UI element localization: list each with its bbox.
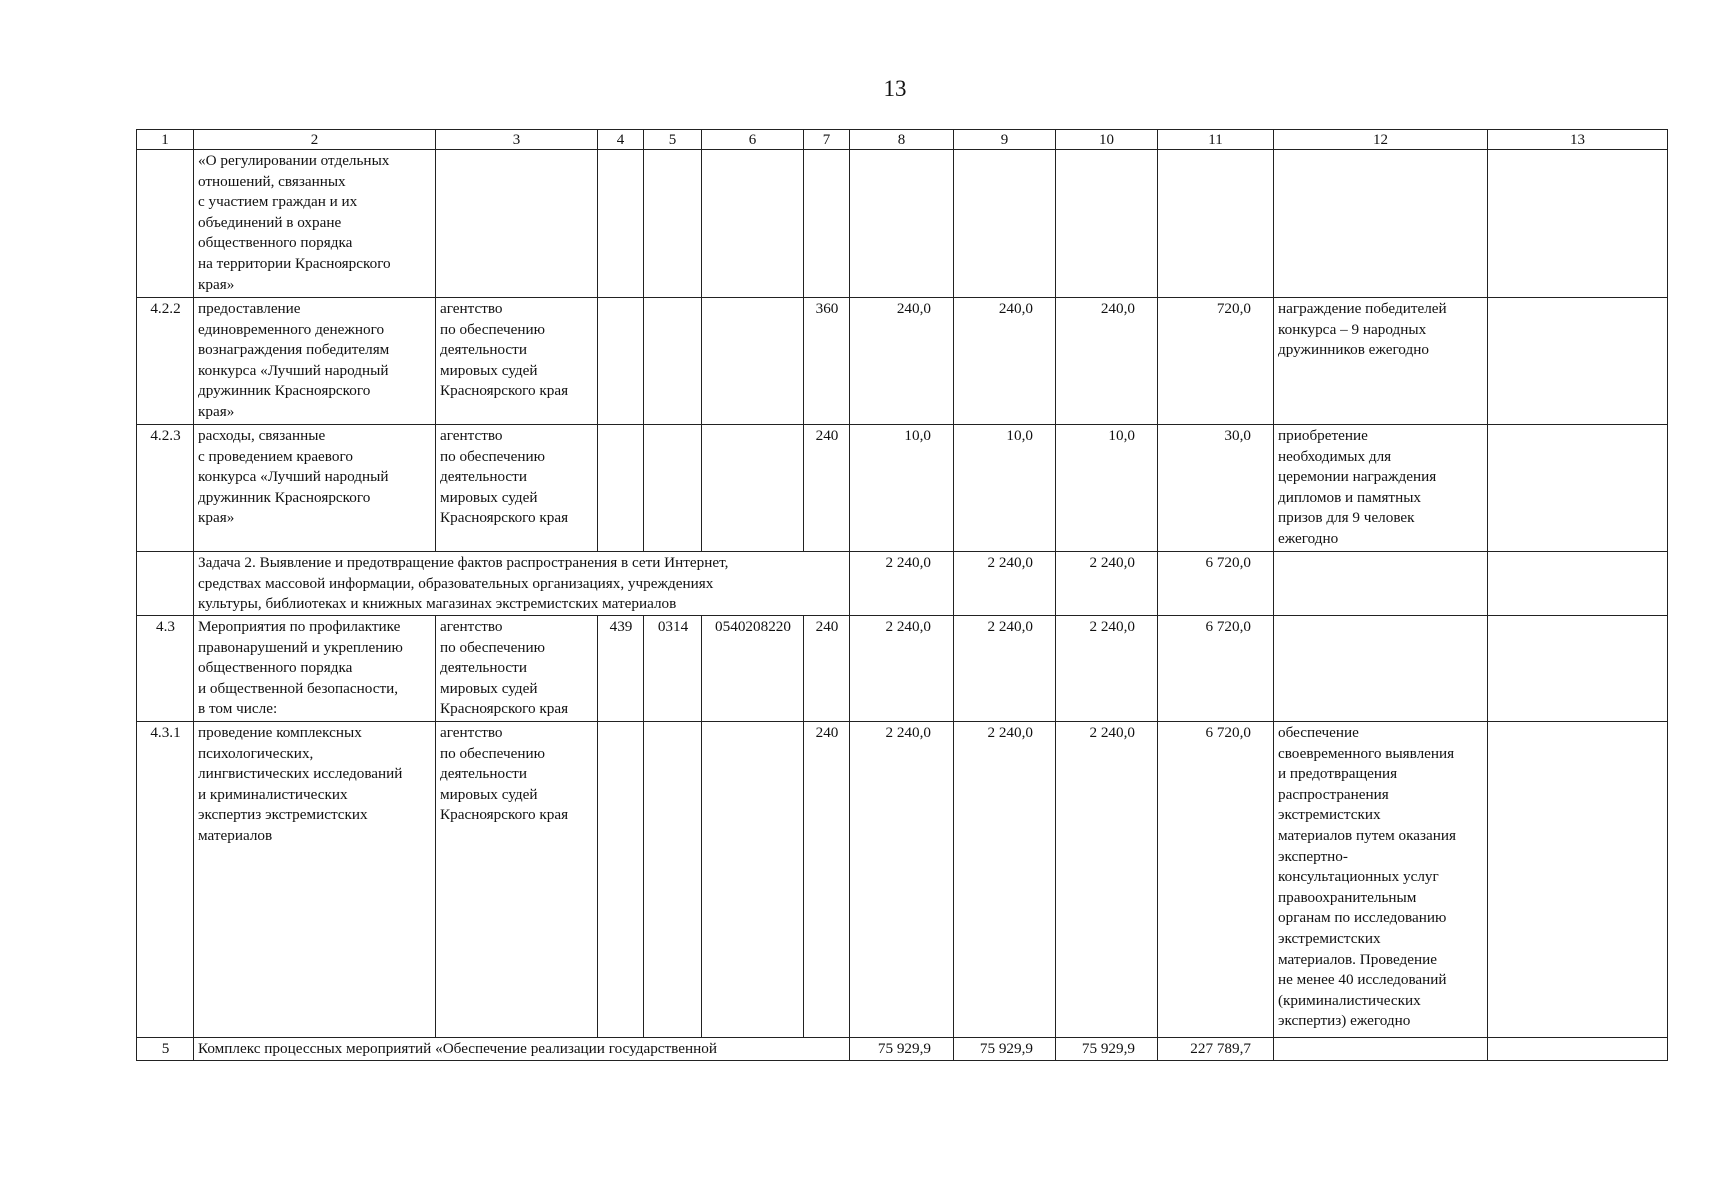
cell-year3: 2 240,0 (1056, 616, 1158, 722)
cell-name: «О регулировании отдельных отношений, связанных с участием граждан и их объединений в охране общественного порядка на территории Красноярского края» (194, 150, 436, 298)
cell-total: 30,0 (1158, 425, 1274, 552)
cell-year3: 2 240,0 (1056, 552, 1158, 616)
cell-section (644, 722, 702, 1038)
program-table (136, 129, 1668, 1061)
cell-number: 4.3.1 (137, 722, 194, 1038)
cell-year1: 10,0 (850, 425, 954, 552)
cell-csr (702, 425, 804, 552)
cell-note (1488, 425, 1668, 552)
header-cell: 10 (1056, 130, 1158, 150)
header-cell: 11 (1158, 130, 1274, 150)
cell-year1: 240,0 (850, 298, 954, 425)
cell-csr (702, 298, 804, 425)
header-cell: 6 (702, 130, 804, 150)
cell-note (1488, 1038, 1668, 1061)
cell-vr: 240 (804, 425, 850, 552)
cell-year2: 10,0 (954, 425, 1056, 552)
cell-executor (436, 150, 598, 298)
cell-number: 4.3 (137, 616, 194, 722)
table-row (137, 616, 1668, 722)
table-row (137, 722, 1668, 1038)
cell-vr (804, 150, 850, 298)
cell-name: проведение комплексных психологических, лингвистических исследований и криминалистических экспертиз экстремистских материалов (194, 722, 436, 1038)
cell-year3: 240,0 (1056, 298, 1158, 425)
cell-year2: 75 929,9 (954, 1038, 1056, 1061)
cell-note (1488, 722, 1668, 1038)
cell-result (1274, 616, 1488, 722)
table-row (137, 425, 1668, 552)
cell-name: Мероприятия по профилактике правонарушений и укреплению общественного порядка и общественной безопасности, в том числе: (194, 616, 436, 722)
header-cell: 1 (137, 130, 194, 150)
cell-executor: агентство по обеспечению деятельности мировых судей Красноярского края (436, 722, 598, 1038)
header-cell: 5 (644, 130, 702, 150)
cell-grbs (598, 150, 644, 298)
cell-total: 227 789,7 (1158, 1038, 1274, 1061)
cell-year3 (1056, 150, 1158, 298)
cell-number (137, 552, 194, 616)
cell-year2: 2 240,0 (954, 722, 1056, 1038)
complex-row (137, 1038, 1668, 1061)
header-cell: 2 (194, 130, 436, 150)
cell-year3: 10,0 (1056, 425, 1158, 552)
header-cell: 7 (804, 130, 850, 150)
cell-vr: 240 (804, 722, 850, 1038)
header-row (137, 130, 1668, 150)
cell-name: расходы, связанные с проведением краевого конкурса «Лучший народный дружинник Красноярского края» (194, 425, 436, 552)
cell-note (1488, 298, 1668, 425)
cell-grbs (598, 722, 644, 1038)
cell-section: 0314 (644, 616, 702, 722)
table-row (137, 150, 1668, 298)
cell-result (1274, 552, 1488, 616)
header-cell: 4 (598, 130, 644, 150)
cell-csr: 0540208220 (702, 616, 804, 722)
cell-executor: агентство по обеспечению деятельности мировых судей Красноярского края (436, 298, 598, 425)
cell-total: 6 720,0 (1158, 552, 1274, 616)
cell-year3: 2 240,0 (1056, 722, 1158, 1038)
cell-result: приобретение необходимых для церемонии награждения дипломов и памятных призов для 9 человек ежегодно (1274, 425, 1488, 552)
cell-name: предоставление единовременного денежного вознаграждения победителям конкурса «Лучший народный дружинник Красноярского края» (194, 298, 436, 425)
cell-total: 720,0 (1158, 298, 1274, 425)
cell-year1: 2 240,0 (850, 552, 954, 616)
cell-section (644, 298, 702, 425)
cell-year2: 2 240,0 (954, 552, 1056, 616)
header-cell: 8 (850, 130, 954, 150)
cell-number: 4.2.3 (137, 425, 194, 552)
cell-csr (702, 722, 804, 1038)
header-cell: 12 (1274, 130, 1488, 150)
cell-year3: 75 929,9 (1056, 1038, 1158, 1061)
cell-section (644, 425, 702, 552)
complex-title: Комплекс процессных мероприятий «Обеспечение реализации государственной (194, 1038, 850, 1061)
cell-year1: 2 240,0 (850, 616, 954, 722)
task-title: Задача 2. Выявление и предотвращение фактов распространения в сети Интернет, средствах массовой информации, образовательных организациях, учреждениях культуры, библиотеках и книжных магазинах экстремистских материалов (194, 552, 850, 616)
cell-executor: агентство по обеспечению деятельности мировых судей Красноярского края (436, 616, 598, 722)
cell-note (1488, 150, 1668, 298)
cell-note (1488, 552, 1668, 616)
cell-result: обеспечение своевременного выявления и предотвращения распространения экстремистских материалов путем оказания экспертно- консультационных услуг правоохранительным органам по исследованию экстремистских материалов. Проведение не менее 40 исследований (криминалистических экспертиз) ежегодно (1274, 722, 1488, 1038)
cell-result (1274, 1038, 1488, 1061)
cell-number: 5 (137, 1038, 194, 1061)
cell-year2: 2 240,0 (954, 616, 1056, 722)
cell-total (1158, 150, 1274, 298)
cell-total: 6 720,0 (1158, 722, 1274, 1038)
cell-grbs (598, 298, 644, 425)
cell-year2 (954, 150, 1056, 298)
cell-total: 6 720,0 (1158, 616, 1274, 722)
cell-grbs: 439 (598, 616, 644, 722)
cell-note (1488, 616, 1668, 722)
cell-year1 (850, 150, 954, 298)
cell-vr: 240 (804, 616, 850, 722)
cell-section (644, 150, 702, 298)
header-cell: 3 (436, 130, 598, 150)
cell-executor: агентство по обеспечению деятельности мировых судей Красноярского края (436, 425, 598, 552)
cell-year2: 240,0 (954, 298, 1056, 425)
cell-year1: 2 240,0 (850, 722, 954, 1038)
cell-vr: 360 (804, 298, 850, 425)
page-number: 13 (883, 76, 907, 101)
task-row (137, 552, 1668, 616)
cell-number (137, 150, 194, 298)
cell-number: 4.2.2 (137, 298, 194, 425)
cell-result: награждение победителей конкурса – 9 народных дружинников ежегодно (1274, 298, 1488, 425)
cell-grbs (598, 425, 644, 552)
header-cell: 9 (954, 130, 1056, 150)
header-cell: 13 (1488, 130, 1668, 150)
table-row (137, 298, 1668, 425)
cell-result (1274, 150, 1488, 298)
cell-csr (702, 150, 804, 298)
cell-year1: 75 929,9 (850, 1038, 954, 1061)
